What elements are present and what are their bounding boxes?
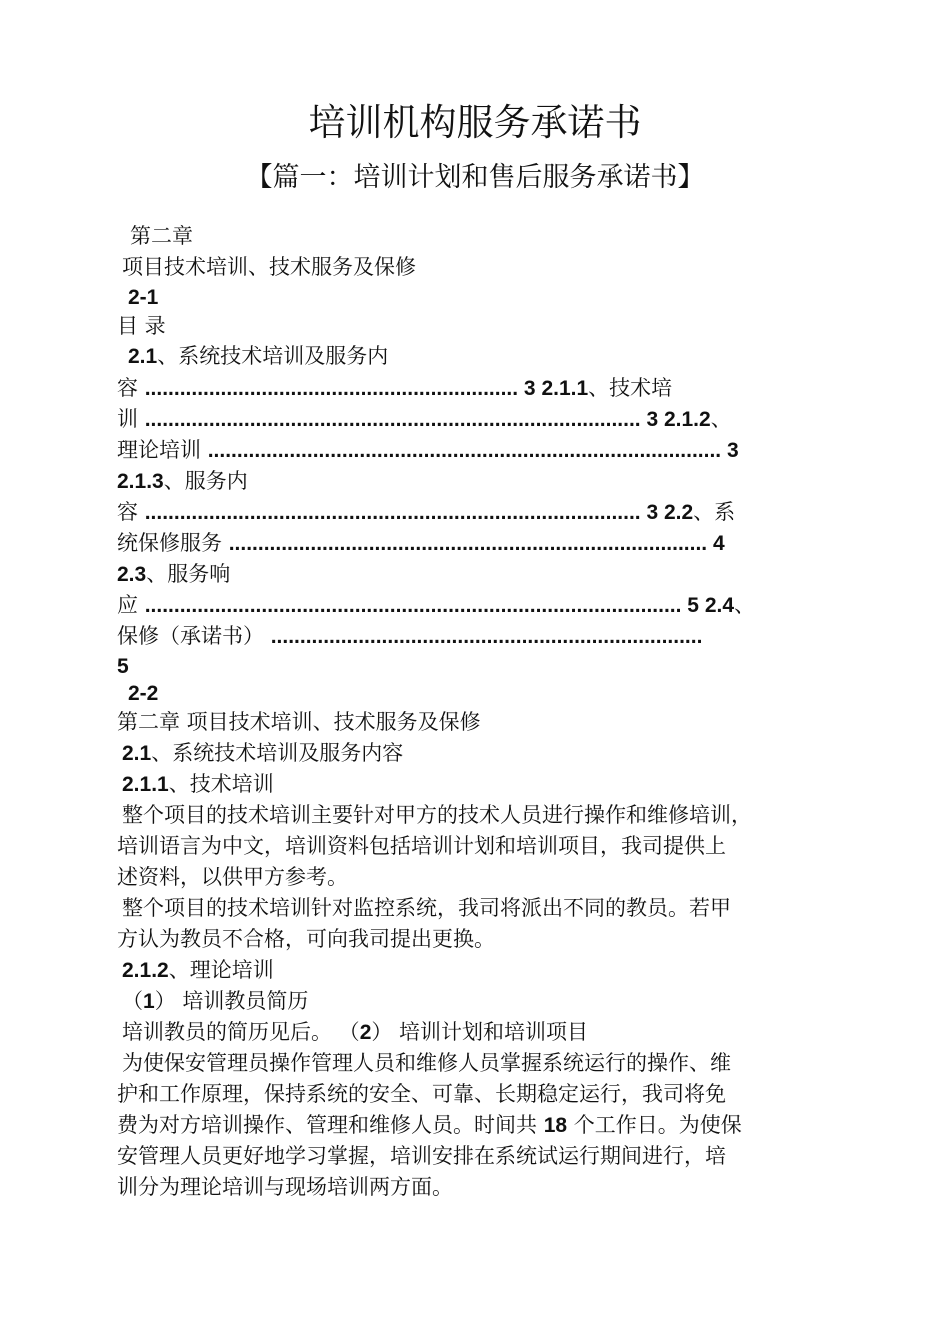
page-marker-2-2: 2-2: [128, 682, 159, 705]
section-heading-2-1: [122, 740, 403, 767]
section-number: 2.1.1: [122, 773, 169, 796]
toc-text: 保修（承诺书）: [117, 624, 271, 648]
toc-leader: .....................................................................................: [144, 501, 641, 524]
section-heading-2-1-1: [122, 771, 274, 798]
section-title: 、技术培训: [168, 772, 274, 796]
toc-leader: ............................................................................................: [144, 594, 682, 617]
toc-text: 统保修服务: [117, 531, 229, 555]
paragraph-line: [117, 1112, 742, 1139]
toc-line: [117, 406, 732, 433]
list-text: 培训教员的简历见后。 （: [122, 1020, 360, 1044]
paragraph-line: 整个项目的技术培训针对监控系统，我司将派出不同的教员。若甲: [122, 896, 731, 920]
toc-text: 、服务内: [163, 469, 248, 493]
section-number: 2.1.2: [122, 959, 169, 982]
toc-entry-2-1: [128, 343, 388, 370]
toc-text: 、系统技术培训及服务内: [157, 344, 389, 368]
section-title: 、理论培训: [168, 958, 274, 982]
toc-line: [117, 468, 248, 495]
section-title: 、系统技术培训及服务内容: [151, 741, 404, 765]
toc-line: [117, 623, 702, 650]
toc-text: 、服务响: [146, 562, 231, 586]
toc-text: 容: [117, 500, 145, 524]
toc-page-number: 3 2.1.2: [640, 408, 711, 431]
paragraph-line: 训分为理论培训与现场培训两方面。: [117, 1175, 453, 1199]
list-bracket: （: [122, 989, 143, 1013]
toc-text: 、系: [693, 500, 736, 524]
toc-line: [117, 375, 672, 402]
toc-label: 目 录: [117, 314, 166, 338]
toc-number: 2.3: [117, 563, 147, 586]
list-number: 1: [143, 990, 155, 1013]
toc-line: [117, 437, 739, 464]
toc-text: 理论培训: [117, 438, 208, 462]
document-subtitle: 【篇一：培训计划和售后服务承诺书】: [245, 162, 705, 193]
toc-page-number: 5 2.4: [681, 594, 735, 617]
toc-chapter-title: 项目技术培训、技术服务及保修: [122, 255, 416, 279]
paragraph-line: 整个项目的技术培训主要针对甲方的技术人员进行操作和维修培训，: [122, 803, 752, 827]
toc-text: 、: [734, 593, 756, 617]
toc-page-number: 4: [707, 532, 725, 555]
toc-leader: ..........................................................................: [270, 625, 703, 648]
list-text: ） 培训教员简历: [154, 989, 309, 1013]
list-number: 2: [359, 1021, 372, 1044]
toc-page-number: 5: [117, 655, 129, 678]
chapter-heading: 第二章 项目技术培训、技术服务及保修: [117, 710, 481, 734]
toc-leader: .....................................................................................: [144, 408, 641, 431]
paragraph-text: 个工作日。为使保: [567, 1113, 742, 1137]
document-title: 培训机构服务承诺书: [308, 101, 642, 144]
paragraph-line: 为使保安管理员操作管理人员和维修人员掌握系统运行的操作、维: [122, 1051, 731, 1075]
paragraph-line: 培训语言为中文，培训资料包括培训计划和培训项目，我司提供上: [117, 834, 726, 858]
toc-page-number: 3 2.2: [640, 501, 694, 524]
toc-text: 、: [710, 407, 732, 431]
list-item: [122, 988, 308, 1015]
toc-page-number: 3 2.1.1: [518, 377, 589, 400]
paragraph-line: 述资料，以供甲方参考。: [117, 865, 348, 889]
toc-line: [117, 530, 725, 557]
page-marker-2-1: 2-1: [128, 286, 159, 309]
toc-line: [117, 561, 230, 588]
toc-leader: ..................................................................................: [228, 532, 708, 555]
day-count: 18: [543, 1114, 568, 1137]
toc-text: 训: [117, 407, 145, 431]
toc-page-number: 3: [721, 439, 739, 462]
toc-leader: ........................................................................................: [207, 439, 722, 462]
toc-text: 应: [117, 593, 145, 617]
list-item: [122, 1019, 588, 1046]
paragraph-text: 费为对方培训操作、管理和维修人员。时间共: [117, 1113, 544, 1137]
paragraph-line: 方认为教员不合格，可向我司提出更换。: [117, 927, 495, 951]
paragraph-line: 护和工作原理，保持系统的安全、可靠、长期稳定运行，我司将免: [117, 1082, 726, 1106]
toc-number: 2.1.3: [117, 470, 164, 493]
section-number: 2.1: [122, 742, 152, 765]
toc-line: [117, 592, 755, 619]
toc-number: 2.1: [128, 345, 158, 368]
toc-leader: ................................................................: [144, 377, 519, 400]
toc-text: 容: [117, 376, 145, 400]
toc-chapter: 第二章: [130, 224, 193, 248]
section-heading-2-1-2: [122, 957, 274, 984]
paragraph-line: 安管理人员更好地学习掌握，培训安排在系统试运行期间进行，培: [117, 1144, 726, 1168]
list-text: ） 培训计划和培训项目: [371, 1020, 589, 1044]
toc-text: 、技术培: [588, 376, 673, 400]
toc-line: [117, 499, 735, 526]
